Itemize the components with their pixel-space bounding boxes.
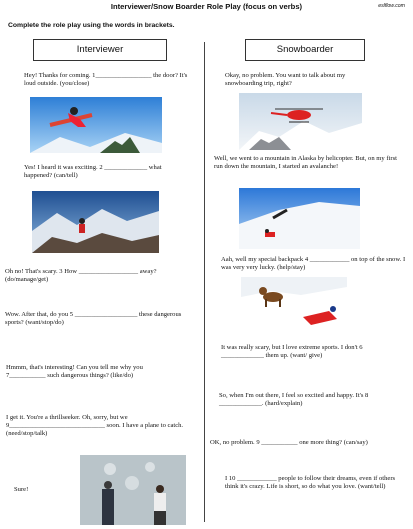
- column-divider: [204, 42, 205, 522]
- snowboarder-line-6: OK, no problem. 9 ___________ one more thing? (can/say): [210, 439, 368, 446]
- interviewer-line-3: Oh no! That's scary. 3 How __________________ away? (do/manage/get): [5, 268, 157, 284]
- interviewer-line-6: I get it. You're a thrillseeker. Oh, sorry, but we 9_____________________________ soon. I have a plane to catch. (need/stop/talk): [6, 414, 184, 438]
- instructions: Complete the role play using the words in brackets.: [8, 22, 175, 29]
- interviewer-header: Interviewer: [33, 39, 167, 61]
- snowboarder-line-3: Aah, well my special backpack 4 ____________ on top of the snow. I was very very lucky. (help/stay): [221, 256, 406, 272]
- site-label: eslflow.com: [378, 3, 405, 9]
- page-title: Interviewer/Snow Boarder Role Play (focus on verbs): [110, 2, 303, 11]
- snowboarder-line-1: Okay, no problem. You want to talk about my snowboarding trip, right?: [225, 72, 346, 88]
- mountain-climber-photo: [32, 191, 159, 253]
- snowboarder-line-7: I 10 ____________ people to follow their dreams, even if others think it's crazy. Life is short, so do what you love. (want/tell): [225, 475, 396, 491]
- avalanche-photo: [239, 188, 360, 249]
- snowboarder-line-4: It was really scary, but I love extreme sports. I don't 6 _____________ them up. (want/ give): [221, 344, 363, 360]
- snowboarder-header: Snowboarder: [245, 39, 365, 61]
- snowboarder-jump-photo: [30, 97, 162, 153]
- interviewer-line-5: Hmmm, that's interesting! Can you tell me why you 7___________ such dangerous things? (like/do): [6, 364, 143, 380]
- interviewer-line-2: Yes! I heard it was exciting. 2 _____________ what happened? (can/tell): [24, 164, 162, 180]
- interviewer-line-7: Sure!: [14, 486, 29, 493]
- snowboarder-line-2: Well, we went to a mountain in Alaska by helicopter. But, on my first run down the mountain, I started an avalanche!: [214, 155, 397, 171]
- snowboarder-line-5: So, when I'm out there, I feel so excited and happy. It's 8 _____________. (hard/explain): [219, 392, 369, 408]
- interviewer-line-1: Hey! Thanks for coming. 1_________________ the door? It's loud outside. (you/close): [24, 72, 188, 88]
- helicopter-photo: [239, 93, 362, 150]
- business-people-photo: [80, 455, 186, 525]
- interviewer-line-4: Wow. After that, do you 5 ___________________ these dangerous sports? (want/stop/do): [5, 311, 182, 327]
- rescue-dog-photo: [241, 277, 347, 332]
